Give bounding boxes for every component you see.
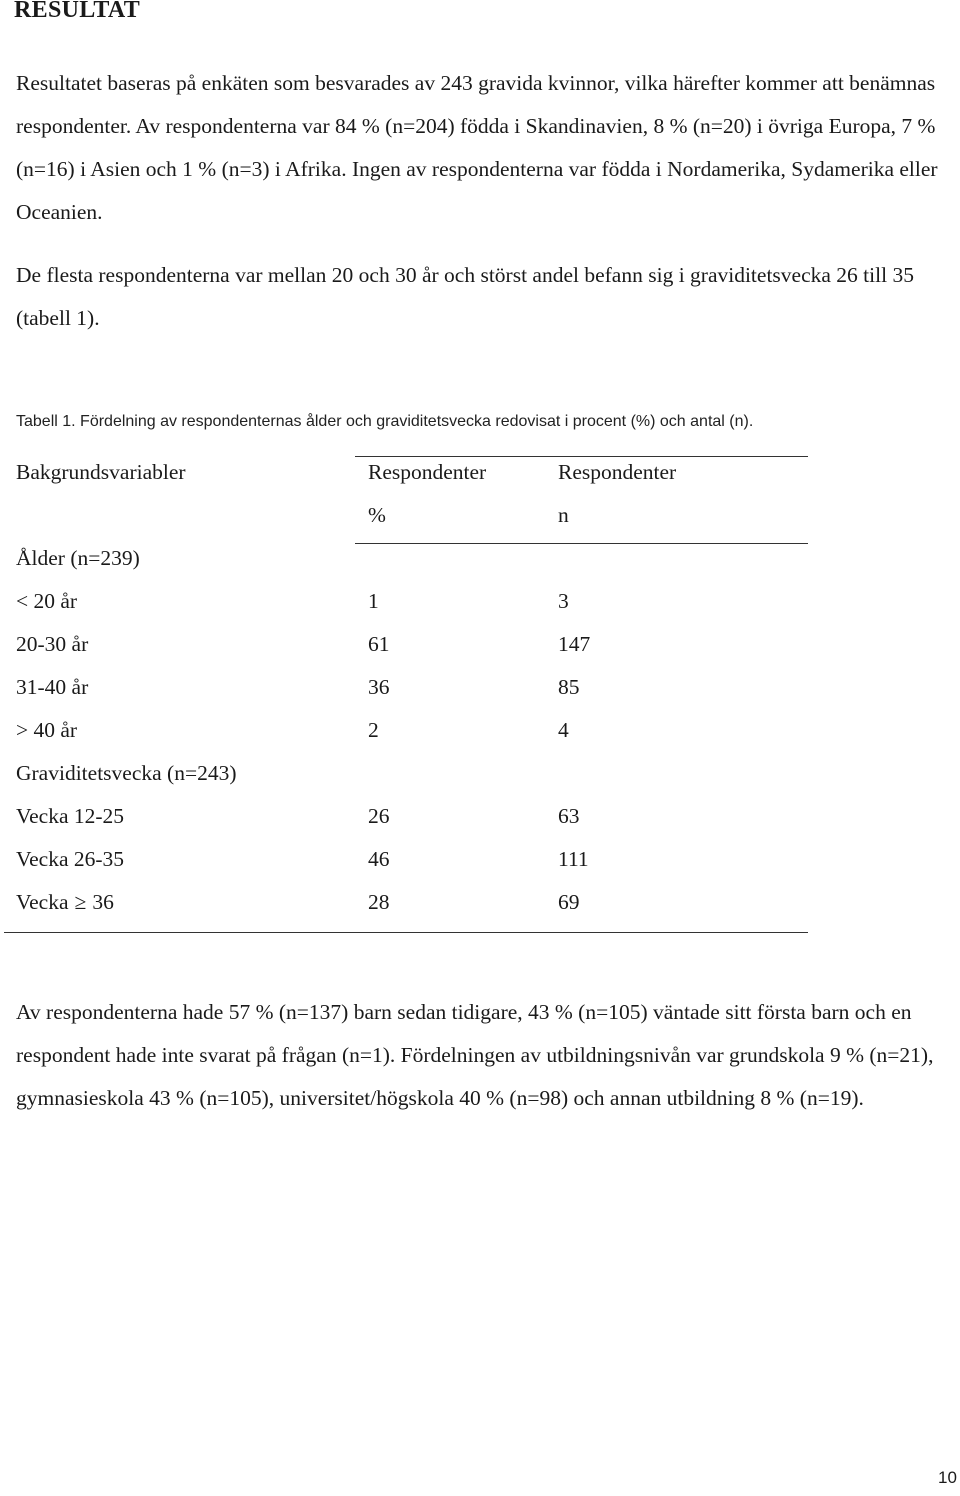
row-label: > 40 år — [16, 718, 78, 742]
row-percent: 28 — [368, 890, 390, 914]
paragraph-children-education: Av respondenterna hade 57 % (n=137) barn sedan tidigare, 43 % (n=105) väntade sitt första barn och en respondent hade inte svarat på frågan (n=1). Fördelningen av utbildningsnivån var grundskola 9 % (n=21), gymnasieskola 43 % (n=105), universitet/högskola 40 % (n=98) och annan utbildning 8 % (n=19). — [16, 1000, 934, 1110]
row-count: 111 — [558, 847, 589, 871]
section-heading: RESULTAT — [14, 0, 141, 23]
row-label-prefix: Vecka — [16, 890, 69, 914]
page-number: 10 — [938, 1468, 957, 1487]
group-title-graviditetsvecka: Graviditetsvecka (n=243) — [16, 761, 237, 785]
header-respondenter-count: Respondenter — [558, 460, 677, 484]
header-count-unit: n — [558, 503, 569, 527]
row-label: Vecka 26-35 — [16, 847, 125, 871]
header-bakgrundsvariabler: Bakgrundsvariabler — [16, 460, 186, 484]
paragraph-age-summary: De flesta respondenterna var mellan 20 och 30 år och störst andel befann sig i graviditetsvecka 26 till 35 (tabell 1). — [16, 263, 914, 330]
row-percent: 61 — [368, 632, 390, 656]
row-label — [16, 881, 114, 924]
row-count: 63 — [558, 804, 580, 828]
row-percent: 26 — [368, 804, 390, 828]
row-label: 20-30 år — [16, 632, 89, 656]
table-bottom-rule — [4, 932, 808, 933]
row-percent: 2 — [368, 718, 379, 742]
row-count: 69 — [558, 890, 580, 914]
row-label: < 20 år — [16, 589, 78, 613]
row-count: 3 — [558, 589, 569, 613]
row-count: 85 — [558, 675, 580, 699]
row-label: 31-40 år — [16, 675, 89, 699]
header-respondenter-percent: Respondenter — [368, 460, 487, 484]
row-percent: 46 — [368, 847, 390, 871]
group-title-alder: Ålder (n=239) — [16, 546, 140, 570]
row-percent: 1 — [368, 589, 379, 613]
row-label-suffix: 36 — [92, 890, 114, 914]
row-label: Vecka 12-25 — [16, 804, 125, 828]
row-count: 147 — [558, 632, 591, 656]
greater-equal-symbol: ≥ — [74, 890, 87, 914]
header-percent-unit: % — [368, 503, 386, 527]
table-header-rule — [355, 543, 808, 544]
row-count: 4 — [558, 718, 569, 742]
table-caption: Tabell 1. Fördelning av respondenternas ålder och graviditetsvecka redovisat i procent (%) och antal (n). — [16, 413, 754, 430]
row-percent: 36 — [368, 675, 390, 699]
paragraph-origin: Resultatet baseras på enkäten som besvarades av 243 gravida kvinnor, vilka härefter kommer att benämnas respondenter. Av respondenterna var 84 % (n=204) födda i Skandinavien, 8 % (n=20) i övriga Europa, 7 % (n=16) i Asien och 1 % (n=3) i Afrika. Ingen av respondenterna var födda i Nordamerika, Sydamerika eller Oceanien. — [16, 71, 938, 224]
